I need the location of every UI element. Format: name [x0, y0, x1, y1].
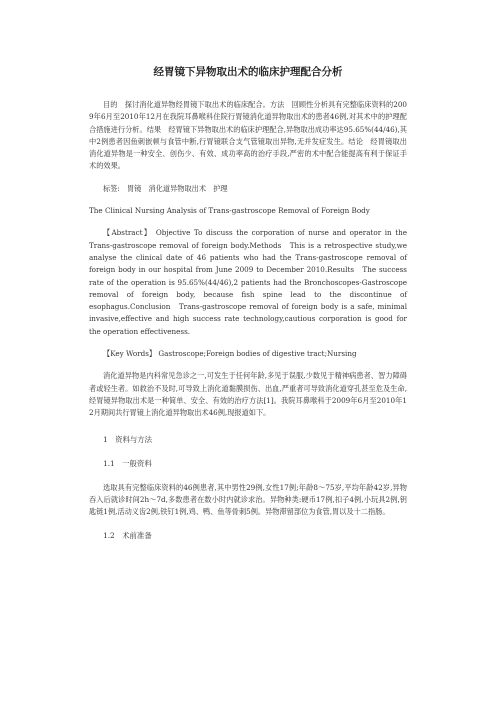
section-heading-1: 1 资料与方法 [103, 434, 153, 444]
abstract-cn: 目的 探讨消化道异物经胃镜下取出术的临床配合。方法 回顾性分析具有完整临床资料的2009年6月至2010年12月在我院耳鼻喉科住院行胃镜消化道异物取出术的患者46例,对其术中的护理配合措施进行分析。结果 经胃镜下异物取出术的临床护理配合,异物取出成功率达95.65%(44/46),其中2例患者因鱼刺嵌顿与食管中断,行胃镜联合支气管镜取出异物,无并发症发生。结论 经胃镜取出消化道异物是一种安全、创伤少、有效、成功率高的治疗手段,严密的术中配合能提高有利于保证手术的效果。 [89, 100, 407, 171]
general-info-paragraph: 选取具有完整临床资料的46例患者,其中男性29例,女性17例;年龄8～75岁,平均年龄42岁,异物吞入后就诊时间2h～7d,多数患者在数小时内就诊求治。异物种类:硬币17例,扣子4例,小玩具2例,钥匙链1例,活动义齿2例,铁钉1例,鸡、鸭、鱼等骨刺5例。异物滞留部位为食管,胃以及十二指肠。 [89, 482, 407, 517]
intro-paragraph: 消化道异物是内科常见急诊之一,可发生于任何年龄,多见于误服,少数见于精神病患者、智力障碍者或轻生者。如救治不及时,可导致上消化道黏膜损伤、出血,严重者可导致消化道穿孔甚至危及生命,经胃镜异物取出术是一种简单、安全、有效的治疗方法[1]。我院耳鼻喉科于2009年6月至2010年12月期间共行胃镜上消化道异物取出术46例,现报道如下。 [89, 371, 407, 418]
keywords-en: 【Key Words】 Gastroscope;Foreign bodies of digestive tract;Nursing [103, 349, 357, 359]
section-heading-1-2: 1.2 术前准备 [103, 531, 152, 541]
paper-title: 经胃镜下异物取出术的临床护理配合分析 [153, 66, 343, 78]
keywords-cn: 标签: 胃镜 消化道异物取出术 护理 [103, 183, 228, 193]
title-en: The Clinical Nursing Analysis of Trans-gastroscope Removal of Foreign Body [89, 206, 370, 216]
section-heading-1-1: 1.1 一般资料 [103, 458, 152, 468]
abstract-en: 【Abstract】 Objective To discuss the corporation of nurse and operator in the Trans-gastroscope removal of foreign body.Methods This is a retrospective study,we analyse the clinical date of 46 patients who had the Trans-gastroscope removal of foreign body in our hospital from June 2009 to December 2010.Results The success rate of the operation is 95.65%(44/46),2 patients had the Bronchoscopes-Gastroscope removal of foreign body, because fish spine lead to the discontinue of esophagus.Conclusion Trans-gastroscope removal of foreign body is a safe, minimal invasive,effective and high success rate technology,cautious corporation is good for the operation effectiveness. [89, 228, 407, 336]
